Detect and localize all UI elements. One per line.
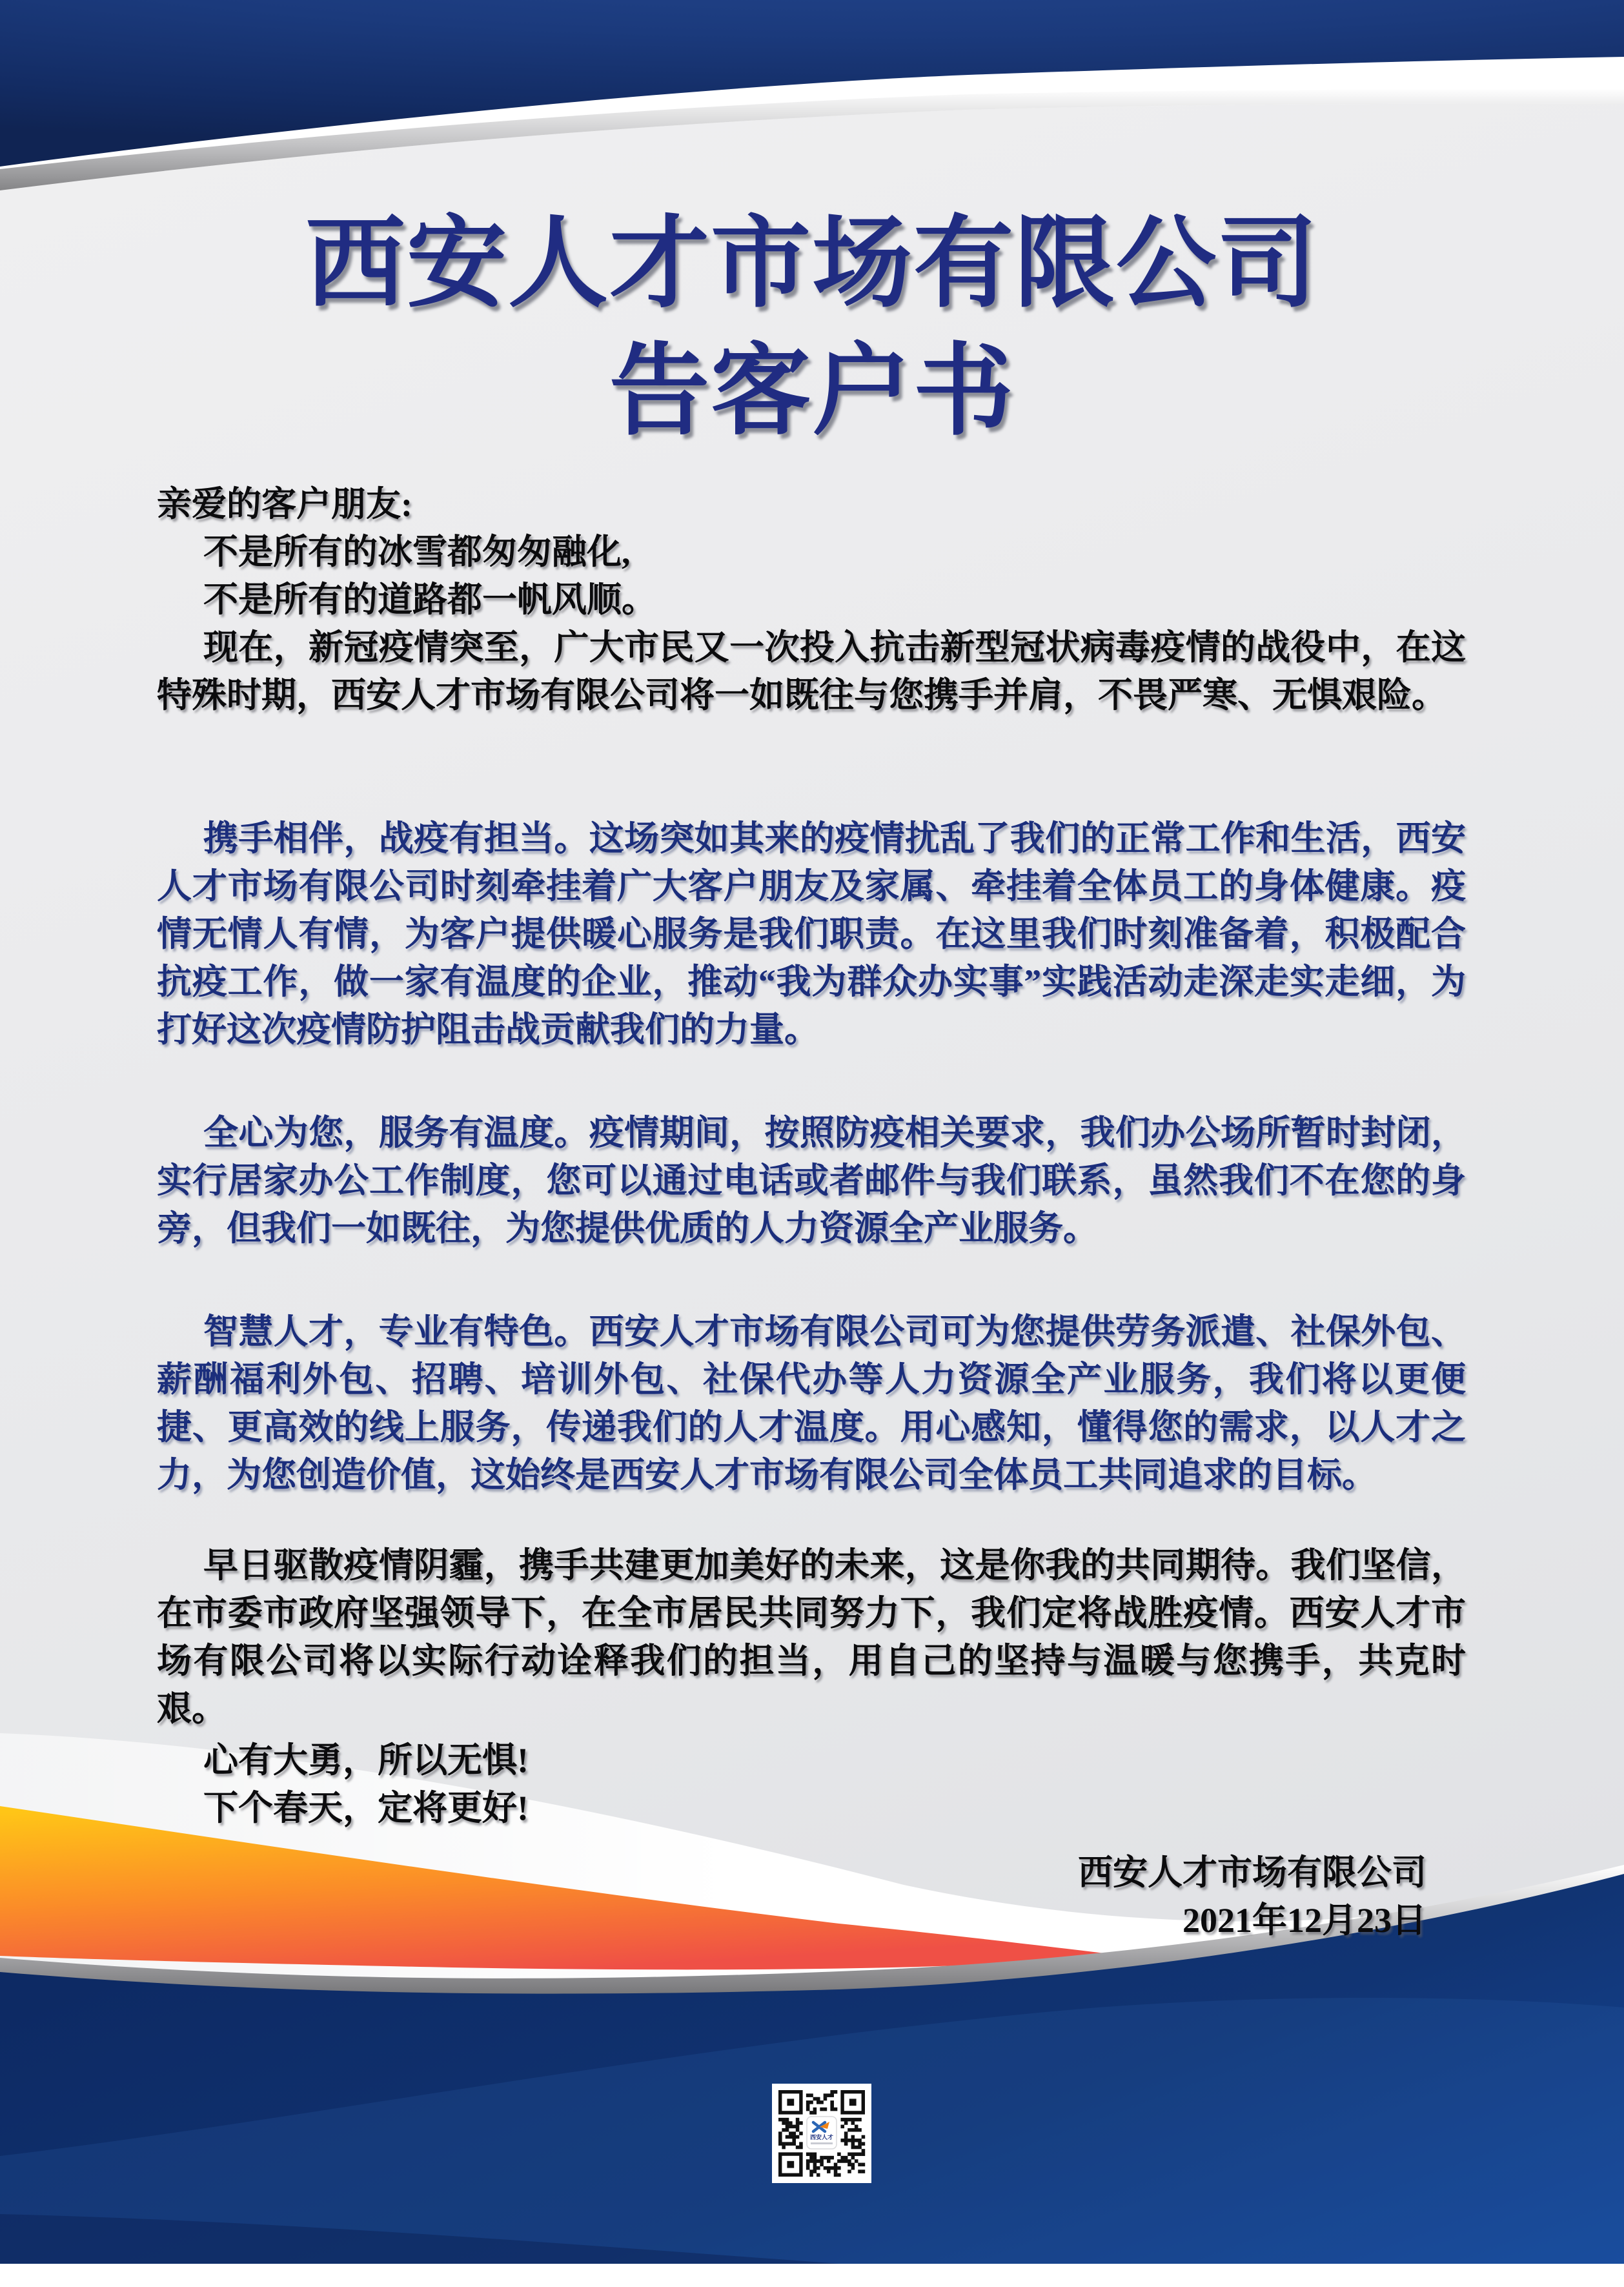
title-line-2: 告客户书 — [609, 336, 1015, 447]
paragraph-4: 早日驱散疫情阴霾，携手共建更加美好的未来，这是你我的共同期待。我们坚信，在市委市政府坚强领导下，在全市居民共同努力下，我们定将战胜疫情。西安人才市场有限公司将以实际行动诠释我们的担当，用自己的坚持与温暖与您携手，共克时艰。 — [157, 1546, 1466, 1728]
qr-code-graphic — [772, 2084, 871, 2183]
poem-line-1: 不是所有的冰雪都匆匆融化, — [203, 533, 631, 571]
paragraph-2: 全心为您，服务有温度。疫情期间，按照防疫相关要求，我们办公场所暂时封闭，实行居家办公工作制度，您可以通过电话或者邮件与我们联系，虽然我们不在您的身旁，但我们一如既往，为您提供优质的人力资源全产业服务。 — [157, 1113, 1466, 1248]
bottom-white-strip — [0, 2264, 1624, 2287]
letter-body — [157, 480, 1466, 1944]
qr-logo-label: 西安人才 — [809, 2134, 834, 2140]
qr-code — [772, 2084, 871, 2183]
page-title — [0, 200, 1624, 456]
slogan-line-2: 下个春天，定将更好! — [203, 1789, 529, 1827]
paragraph-3: 智慧人才，专业有特色。西安人才市场有限公司可为您提供劳务派遣、社保外包、薪酬福利外包、招聘、培训外包、社保代办等人力资源全产业服务，我们将以更便捷、更高效的线上服务，传递我们的人才温度。用心感知，懂得您的需求，以人才之力，为您创造价值，这始终是西安人才市场有限公司全体员工共同追求的目标。 — [157, 1312, 1466, 1494]
intro-paragraph: 现在，新冠疫情突至，广大市民又一次投入抗击新型冠状病毒疫情的战役中，在这特殊时期，西安人才市场有限公司将一如既往与您携手并肩，不畏严寒、无惧艰险。 — [157, 628, 1466, 715]
qr-center-logo — [807, 2117, 837, 2149]
signature-date: 2021年12月23日 — [1182, 1901, 1426, 1940]
poem-line-2: 不是所有的道路都一帆风顺。 — [203, 580, 656, 619]
slogan-line-1: 心有大勇，所以无惧! — [203, 1741, 529, 1780]
paragraph-1: 携手相伴，战疫有担当。这场突如其来的疫情扰乱了我们的正常工作和生活，西安人才市场有限公司时刻牵挂着广大客户朋友及家属、牵挂着全体员工的身体健康。疫情无情人有情，为客户提供暖心服务是我们职责。在这里我们时刻准备着，积极配合抗疫工作，做一家有温度的企业，推动“我为群众办实事”实践活动走深走实走细，为打好这次疫情防护阻击战贡献我们的力量。 — [157, 819, 1466, 1049]
greeting: 亲爱的客户朋友: — [157, 485, 412, 523]
signature-block — [157, 1849, 1466, 1944]
title-line-1: 西安人才市场有限公司 — [305, 208, 1319, 320]
signature-company: 西安人才市场有限公司 — [1078, 1853, 1426, 1892]
